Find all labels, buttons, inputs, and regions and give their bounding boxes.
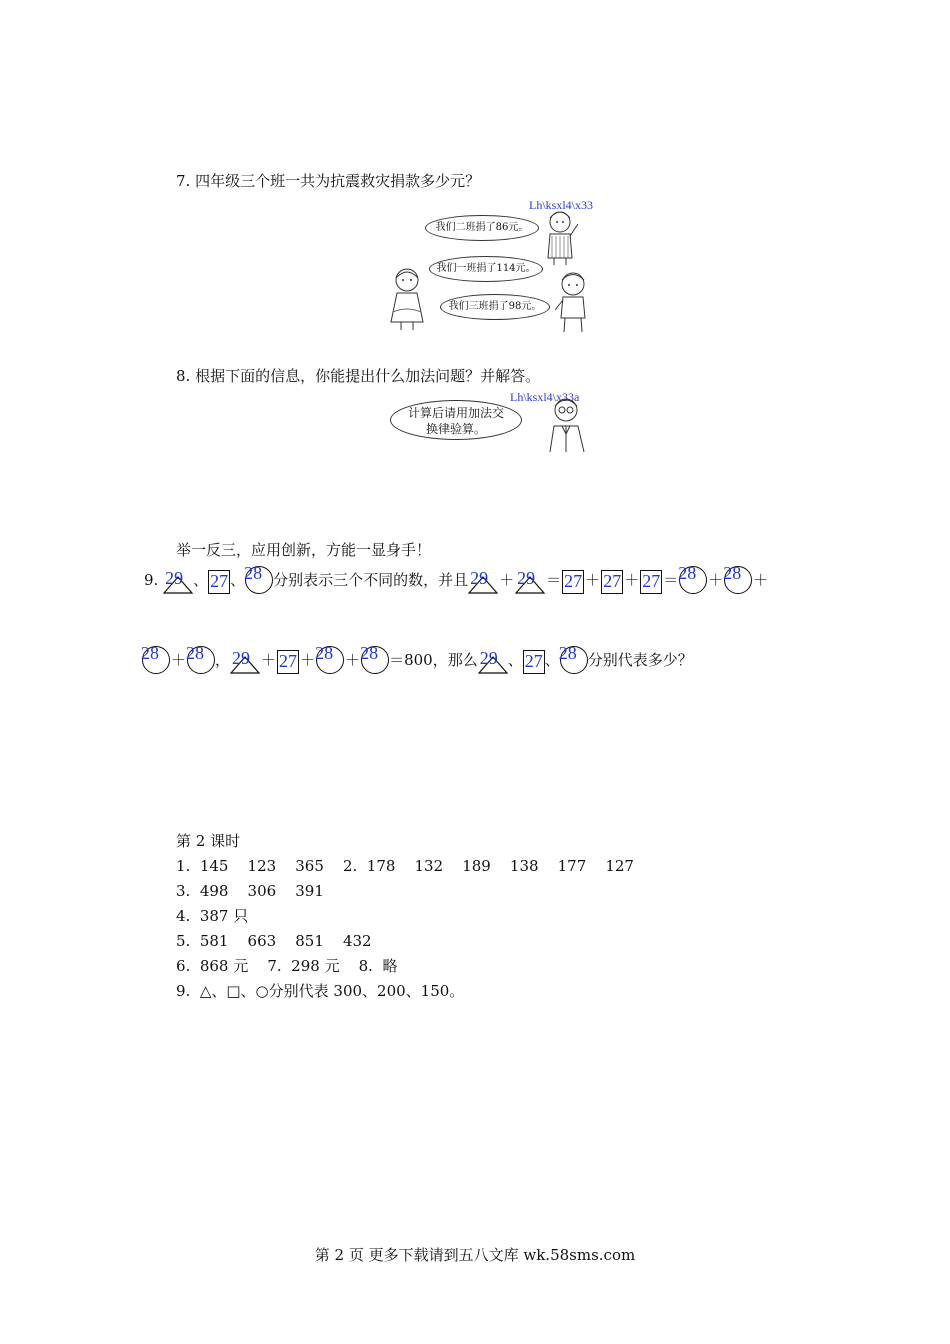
circle-symbol: 28 xyxy=(361,646,389,674)
speech-bubble-class3: 我们三班捐了98元。 xyxy=(440,294,550,320)
triangle-symbol: 29 xyxy=(515,568,545,594)
square-symbol: 27 xyxy=(562,570,584,594)
question-8-illustration xyxy=(390,390,590,452)
square-symbol: 27 xyxy=(601,570,623,594)
speech-bubble-class1: 我们一班捐了114元。 xyxy=(429,256,543,282)
answer-line: 6. 868 元 7. 298 元 8. 略 xyxy=(176,957,398,975)
circle-symbol: 28 xyxy=(142,646,170,674)
circle-symbol: 28 xyxy=(187,646,215,674)
triangle-symbol: 29 xyxy=(230,648,260,674)
circle-symbol: 28 xyxy=(560,646,588,674)
circle-symbol: 28 xyxy=(245,566,273,594)
question-8-text: 8. 根据下面的信息，你能提出什么加法问题？并解答。 xyxy=(176,367,541,385)
triangle-symbol: 29 xyxy=(468,568,498,594)
speech-bubble-teacher: 计算后请用加法交换律验算。 xyxy=(390,400,522,440)
answer-line: 1. 145 123 365 2. 178 132 189 138 177 127 xyxy=(176,857,634,875)
square-symbol: 27 xyxy=(208,570,230,594)
watermark: Lh\ksxl4\x33 xyxy=(529,198,594,212)
square-symbol: 27 xyxy=(640,570,662,594)
circle-symbol: 28 xyxy=(724,566,752,594)
answer-line: 3. 498 306 391 xyxy=(176,882,324,900)
girl-figure-icon xyxy=(540,208,582,266)
answer-line: 4. 387 只 xyxy=(176,907,249,925)
girl-figure-left-icon xyxy=(385,266,429,332)
question-7-text: 7. 四年级三个班一共为抗震救灾捐款多少元？ xyxy=(176,172,481,190)
page-footer: 第 2 页 更多下载请到五八文库 wk.58sms.com xyxy=(314,1246,636,1264)
answer-title: 第 2 课时 xyxy=(176,832,241,850)
watermark: Lh\ksxl4\x33a xyxy=(510,390,580,404)
section-heading: 举一反三，应用创新，方能一显身手！ xyxy=(176,541,432,559)
teacher-figure-icon xyxy=(542,394,588,452)
square-symbol: 27 xyxy=(523,650,545,674)
answer-section xyxy=(176,829,634,1004)
question-7-illustration xyxy=(385,198,595,336)
question-9-line-1: 9. 29 、 27 、 28 分别表示三个不同的数，并且 29 ＋ 29 ＝ 27 ＋ 27 ＋ 27 ＝ 28 ＋ 28 ＋ xyxy=(144,566,769,594)
answer-line: 5. 581 663 851 432 xyxy=(176,932,372,950)
triangle-symbol: 29 xyxy=(163,568,193,594)
boy-figure-icon xyxy=(551,270,595,334)
speech-bubble-class2: 我们二班捐了86元。 xyxy=(425,215,539,241)
question-9-line-2: 28 ＋ 28 ， 29 ＋ 27 ＋ 28 ＋ 28 ＝800，那么 29 、 27 、 28 分别代表多少？ xyxy=(142,646,693,674)
circle-symbol: 28 xyxy=(679,566,707,594)
square-symbol: 27 xyxy=(277,650,299,674)
question-9-number: 9. xyxy=(144,571,159,589)
circle-symbol: 28 xyxy=(316,646,344,674)
triangle-symbol: 29 xyxy=(478,648,508,674)
answer-line: 9. △、□、○分别代表 300、200、150。 xyxy=(176,982,465,1000)
